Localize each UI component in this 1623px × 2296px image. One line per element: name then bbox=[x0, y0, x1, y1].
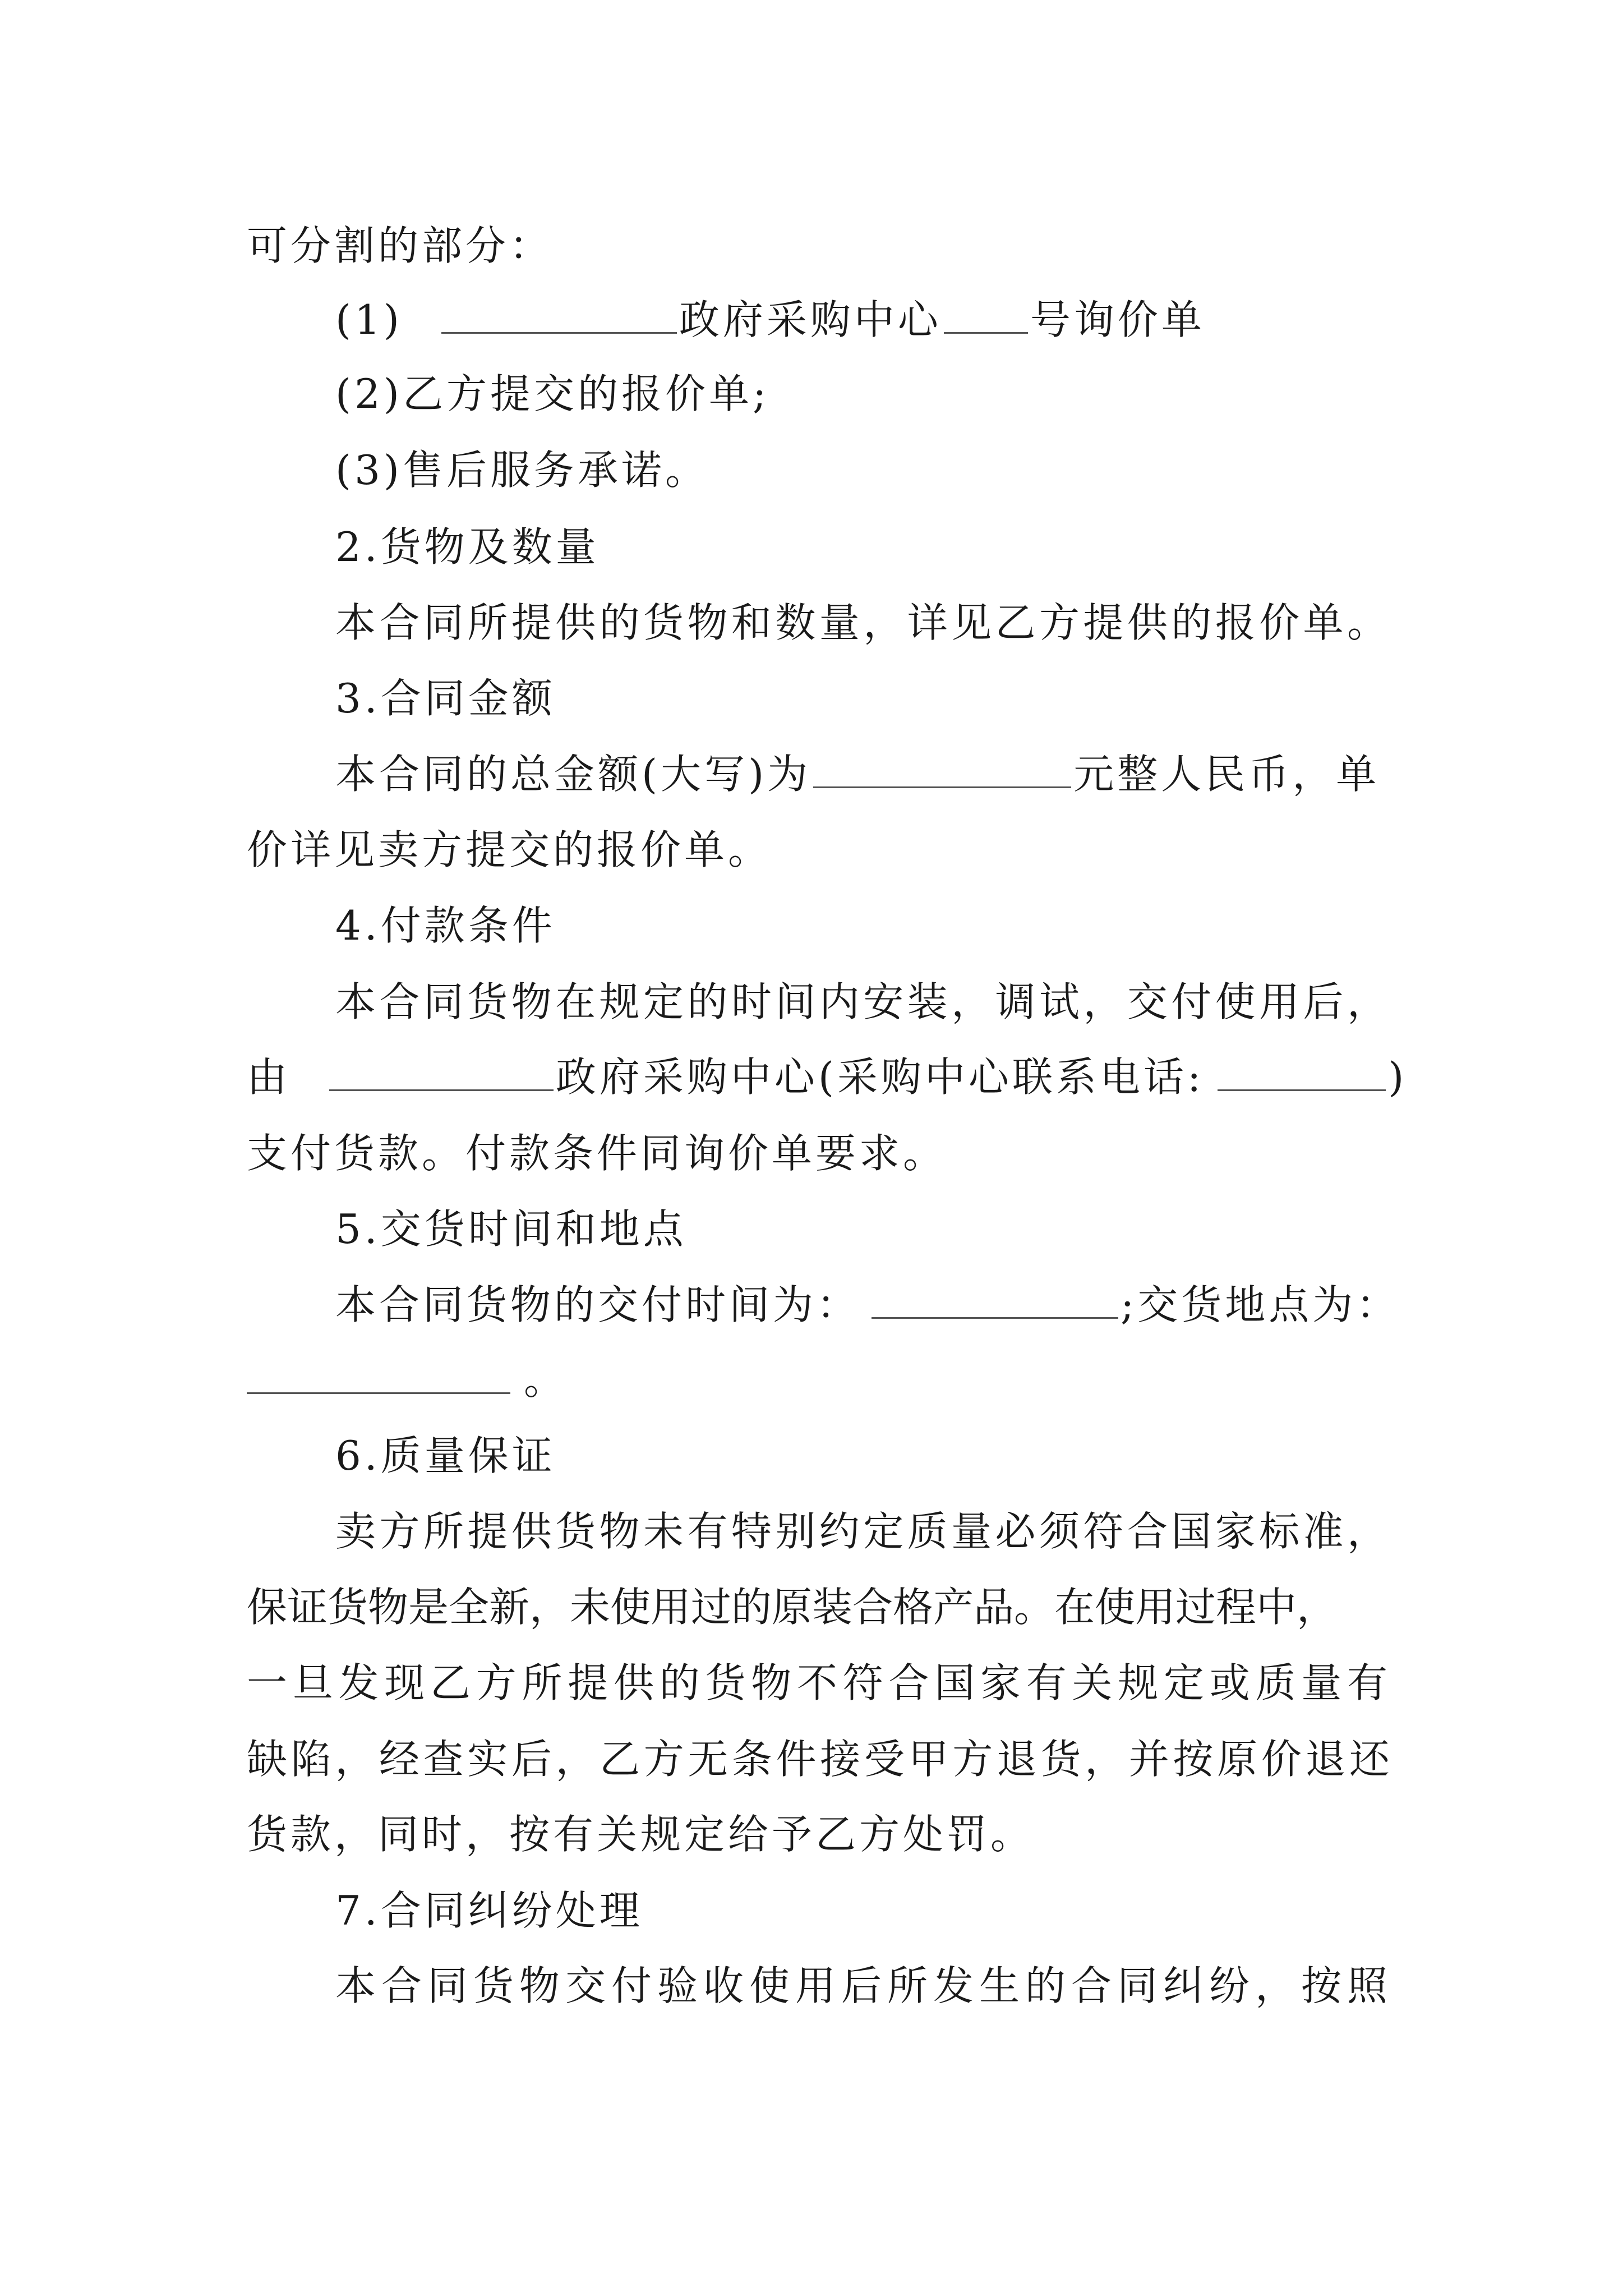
fill-blank-total-amount[interactable] bbox=[813, 751, 1071, 788]
paragraph-line bbox=[247, 1568, 1391, 1646]
text: 货款，同时，按有关规定给予乙方处罚。 bbox=[247, 1811, 1035, 1858]
paragraph-line bbox=[335, 1266, 1400, 1344]
text: 一旦发现乙方所提供的货物不符合国家有关规定或质量有 bbox=[247, 1659, 1391, 1706]
section-heading bbox=[335, 659, 1391, 738]
text: ) bbox=[1388, 1053, 1408, 1101]
text: 3.合同金额 bbox=[335, 675, 556, 722]
text: 4.付款条件 bbox=[335, 902, 556, 949]
fill-blank-inquiry-number[interactable] bbox=[944, 296, 1028, 334]
paragraph-line bbox=[335, 735, 1391, 813]
list-item-inquiry bbox=[335, 280, 1391, 359]
text: 本合同所提供的货物和数量，详见乙方提供的报价单。 bbox=[335, 599, 1391, 646]
section-heading bbox=[335, 1416, 1391, 1495]
fill-blank-delivery-place[interactable] bbox=[247, 1356, 510, 1394]
text: 由 bbox=[247, 1053, 291, 1101]
text: 7.合同纠纷处理 bbox=[335, 1887, 643, 1934]
text: 缺陷，经查实后，乙方无条件接受甲方退货，并按原价退还 bbox=[247, 1736, 1391, 1783]
fill-blank-delivery-time[interactable] bbox=[872, 1281, 1118, 1319]
text: 保证货物是全新，未使用过的原装合格产品。在使用过程中， bbox=[247, 1584, 1338, 1631]
text: 支付货款。付款条件同询价单要求。 bbox=[247, 1130, 947, 1177]
paragraph-line bbox=[335, 1492, 1391, 1571]
section-heading bbox=[335, 1871, 1391, 1950]
text: 6.质量保证 bbox=[335, 1432, 556, 1479]
paragraph-line bbox=[335, 1947, 1391, 2025]
text: 号询价单 bbox=[1030, 296, 1205, 343]
paragraph-line bbox=[247, 1341, 1391, 1419]
text: 可分割的部分： bbox=[247, 222, 554, 269]
paragraph-line bbox=[247, 1720, 1391, 1798]
list-item-quote bbox=[335, 355, 1391, 433]
paragraph-line bbox=[247, 1795, 1391, 1874]
fill-blank-phone[interactable] bbox=[1218, 1053, 1386, 1091]
text: (2)乙方提交的报价单; bbox=[335, 370, 770, 417]
text: 本合同货物交付验收使用后所发生的合同纠纷，按照 bbox=[335, 1962, 1391, 2009]
list-item-service bbox=[335, 431, 1391, 509]
paragraph-line bbox=[247, 206, 1391, 285]
text: 。 bbox=[524, 1356, 568, 1404]
text: ;交货地点为： bbox=[1121, 1281, 1400, 1328]
text: 2.货物及数量 bbox=[335, 523, 600, 570]
fill-blank-procurement-name[interactable] bbox=[441, 296, 677, 334]
section-heading bbox=[335, 508, 1391, 586]
paragraph-line bbox=[247, 1038, 1408, 1116]
text: 价详见卖方提交的报价单。 bbox=[247, 826, 772, 873]
list-number: (1) bbox=[335, 296, 403, 343]
text: (3)售后服务承诺。 bbox=[335, 447, 709, 494]
paragraph-line bbox=[247, 1644, 1391, 1722]
fill-blank-procurement-name[interactable] bbox=[329, 1053, 554, 1091]
paragraph-line bbox=[247, 811, 1391, 889]
text: 本合同的总金额(大写)为 bbox=[335, 751, 811, 798]
text: 卖方所提供货物未有特别约定质量必须符合国家标准， bbox=[335, 1508, 1391, 1555]
text: 元整人民币，单 bbox=[1073, 751, 1380, 798]
text: 本合同货物的交付时间为： bbox=[335, 1281, 861, 1328]
paragraph-line bbox=[247, 1114, 1391, 1193]
paragraph-line bbox=[335, 963, 1391, 1041]
section-heading bbox=[335, 886, 1391, 965]
text: 本合同货物在规定的时间内安装，调试，交付使用后， bbox=[335, 978, 1391, 1025]
text: 政府采购中心(采购中心联系电话: bbox=[555, 1053, 1205, 1101]
paragraph-line bbox=[335, 583, 1391, 662]
text: 5.交货时间和地点 bbox=[335, 1205, 687, 1253]
section-heading bbox=[335, 1190, 1391, 1268]
text: 政府采购中心 bbox=[679, 296, 942, 343]
